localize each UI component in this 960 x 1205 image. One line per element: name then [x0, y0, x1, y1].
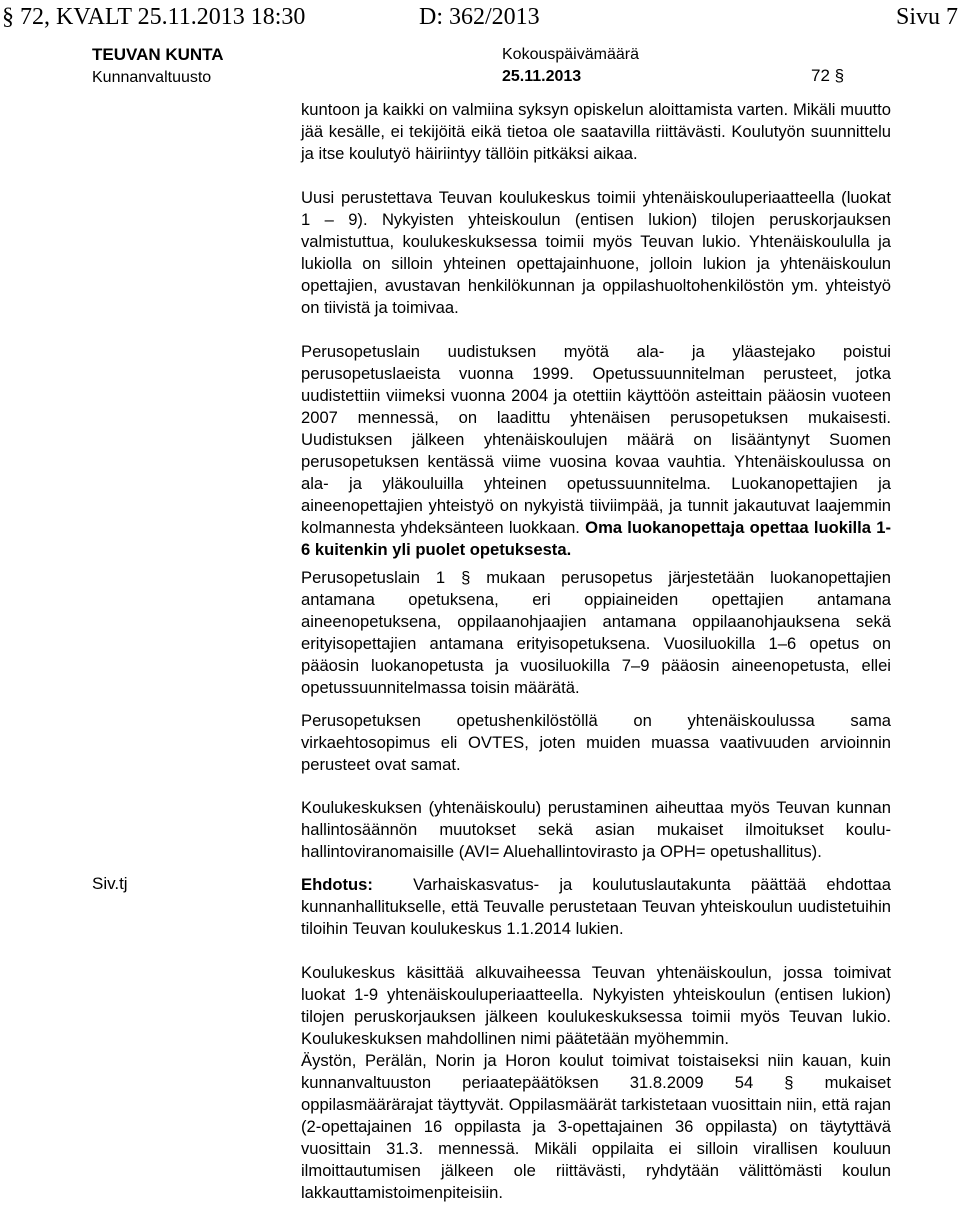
header-diary-number: D: 362/2013: [419, 4, 540, 30]
para-8: [301, 962, 891, 1050]
header-page: Sivu 7: [895, 4, 958, 30]
proposal-label: Ehdotus:: [301, 875, 373, 894]
proposal-text: Varhaiskasvatus- ja koulutuslautakunta päättää ehdottaa kunnanhallitukselle, että Teuvalle perustetaan Teuvan yhteiskoulun uudistetuihin tiloihin Teuvan koulukeskus 1.1.2014 lukien.: [301, 875, 891, 938]
meeting-block: [502, 44, 639, 88]
para-2: [301, 187, 891, 319]
paragraph-text: Koulukeskuksen (yhtenäiskoulu) perustaminen aiheuttaa myös Teuvan kunnan hallintosäännön muutokset sekä asian mukaiset ilmoitukset kouluhallintoviranomaisille (AVI= Aluehallintovirasto ja OPH= opetushallitus).: [301, 798, 891, 861]
paragraph-text: Perusopetuksen opetushenkilöstöllä on yhtenäiskoulussa sama virkaehtosopimus eli OVTES, joten muiden muassa vaativuuden arvioinnin perusteet ovat samat.: [301, 711, 891, 774]
para-9: [301, 1050, 891, 1204]
paragraph-text: Uusi perustettava Teuvan koulukeskus toimii yhtenäiskouluperiaatteella (luokat 1 – 9). Nykyisten yhteiskoulun (entisen lukion) tilojen peruskorjauksen valmistuttua, koulukeskuksessa toimii myös Teuvan lukio. Yhtenäiskoululla ja lukiolla on silloin yhteinen opettajainhuone, jolloin lukion ja yhtenäiskoulun opettajien, avustavan henkilökunnan ja oppilashuoltohenkilöstön ym. yhteistyö on tiivistä ja toimivaa.: [301, 188, 891, 317]
paragraph-body: Perusopetuslain uudistuksen myötä ala- ja yläastejako poistui perusopetuslaeista vuonna 1999. Opetussuunnitelman perusteet, jotka uudistettiin viimeksi vuonna 2004 ja otettiin käyttöön asteittain pääosin vuoteen 2007 mennessä, on laadittu yhtenäisen perusopetuksen mukaisesti. Uudistuksen jälkeen yhtenäiskoulujen määrä on lisääntynyt Suomen perusopetuksen kentässä viime vuosina kovaa vauhtia. Yhtenäiskoulussa on ala- ja yläkouluilla yhteinen opetussuunnitelma. Luokanopettajien ja aineenopettajien yhteistyö on nykyistä tiiviimpää, ja tunnit jakautuvat laajemmin kolmannesta yhdeksänteen luokkaan.: [301, 342, 891, 537]
document-top-header: [2, 0, 958, 34]
meeting-date: 25.11.2013: [502, 68, 582, 85]
paragraph-text: [301, 341, 891, 561]
paragraph-text: kuntoon ja kaikki on valmiina syksyn opiskelun aloittamista varten. Mikäli muutto jää kesälle, ei tekijöitä eikä tietoa ole saatavilla riittävästi. Koulutyön suunnittelu ja itse koulutyö häiriintyy tällöin pitkäksi aikaa.: [301, 100, 891, 163]
org-body: Kunnanvaltuusto: [92, 69, 212, 86]
para-6: [301, 797, 891, 863]
meeting-date-label: Kokouspäivämäärä: [502, 46, 639, 63]
signer-label: Siv.tj: [92, 874, 128, 893]
para-1: [301, 99, 891, 165]
paragraph-text: [301, 874, 891, 940]
proposal-para: [301, 874, 891, 940]
header-section-date: § 72, KVALT 25.11.2013 18:30: [2, 4, 306, 30]
bold-sentence: Oma luokanopettaja opettaa luokilla 1-6 kuitenkin yli puolet opetuksesta.: [301, 518, 891, 559]
org-name: TEUVAN KUNTA: [92, 45, 224, 64]
organization-block: [92, 44, 224, 89]
para-5: [301, 710, 891, 776]
paragraph-text: Äystön, Perälän, Norin ja Horon koulut toimivat toistaiseksi niin kauan, kuin kunnanvaltuuston periaatepäätöksen 31.8.2009 54 § mukaiset oppilasmäärärajat täyttyvät. Oppilasmäärät tarkistetaan vuosittain niin, että rajan (2-opettajainen 16 oppilasta ja 3-opettajainen 36 oppilasta) on täytyttävä vuosittain 31.3. mennessä. Mikäli oppilaita ei silloin virallisen kouluun ilmoittautumisen jälkeen ole riittävästi, ryhdytään välittömästi koulun lakkauttamistoimenpiteisiin.: [301, 1051, 891, 1202]
para-4: [301, 567, 891, 699]
paragraph-text: Koulukeskus käsittää alkuvaiheessa Teuvan yhtenäiskoulun, jossa toimivat luokat 1-9 yhtenäiskouluperiaatteella. Nykyisten yhteiskoulun (entisen lukion) tilojen peruskorjauksen jälkeen koulukeskuksessa toimii myös Teuvan lukio. Koulukeskuksen mahdollinen nimi päätetään myöhemmin.: [301, 963, 891, 1048]
para-3: [301, 341, 891, 561]
paragraph-text: Perusopetuslain 1 § mukaan perusopetus järjestetään luokanopettajien antamana opetuksena, eri oppiaineiden opettajien antamana aineenopetuksena, oppilaanohjaajien antamana oppilaanohjauksena sekä erityisopettajien antamana erityisopetuksena. Vuosiluokilla 1–6 opetus on pääosin luokanopetusta ja vuosiluokilla 7–9 pääosin aineenopetusta, ellei opetussuunnitelmassa toisin määrätä.: [301, 568, 891, 697]
section-number: 72 §: [811, 66, 845, 85]
